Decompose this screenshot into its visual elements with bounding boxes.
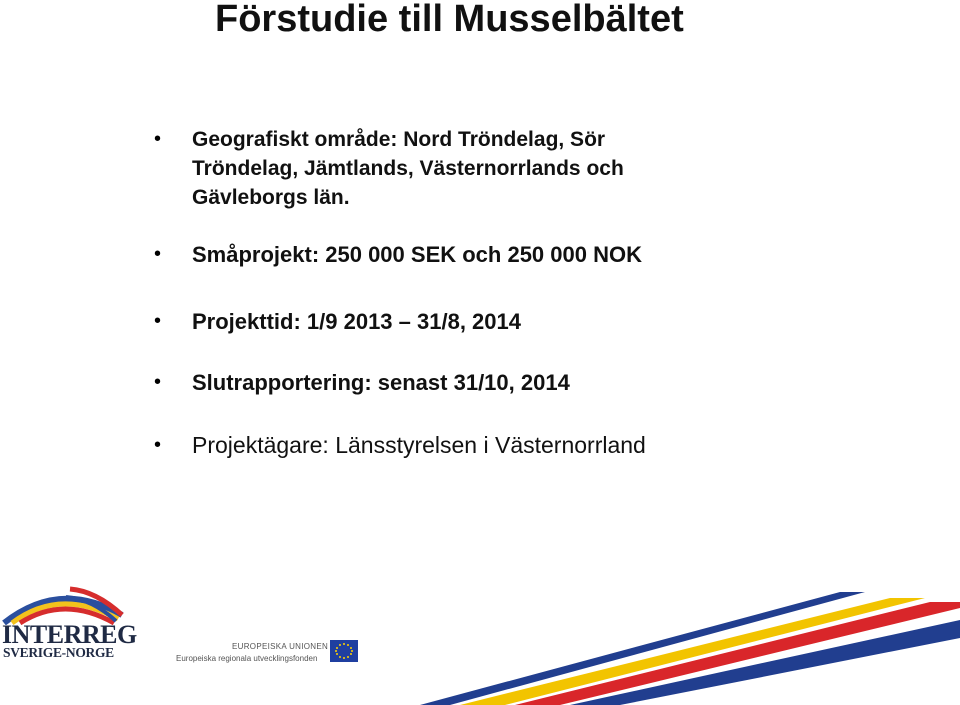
bullet-dot-icon: •: [154, 310, 162, 332]
bullet-dot-icon: •: [154, 434, 162, 456]
slide-title: Förstudie till Musselbältet: [215, 0, 684, 40]
bullet-dot-icon: •: [154, 243, 162, 265]
bullet-text: Projektägare: Länsstyrelsen i Västernorrland: [192, 432, 646, 458]
bullet-text: Småprojekt: 250 000 SEK och 250 000 NOK: [192, 242, 642, 267]
bullet-dot-icon: •: [154, 371, 162, 393]
interreg-logo-sub: SVERIGE-NORGE: [3, 645, 114, 660]
bullet-text: Projekttid: 1/9 2013 – 31/8, 2014: [192, 309, 521, 334]
interreg-arcs-icon: [0, 585, 130, 625]
eu-flag-icon: [330, 640, 358, 662]
bullet-text: Slutrapportering: senast 31/10, 2014: [192, 370, 570, 395]
eu-fund-text: Europeiska regionala utvecklingsfonden: [176, 654, 318, 663]
eu-union-text: EUROPEISKA UNIONEN: [232, 642, 329, 651]
decorative-stripes: [420, 590, 960, 705]
bullet-text: Geografiskt område: Nord Tröndelag, Sör Tröndelag, Jämtlands, Västernorrlands och Gävleborgs län.: [192, 128, 624, 209]
interreg-logo: [0, 585, 137, 665]
eu-funding-label: [172, 638, 362, 668]
bullet-dot-icon: •: [154, 128, 162, 150]
interreg-logo-word: INTERREG: [2, 620, 137, 649]
